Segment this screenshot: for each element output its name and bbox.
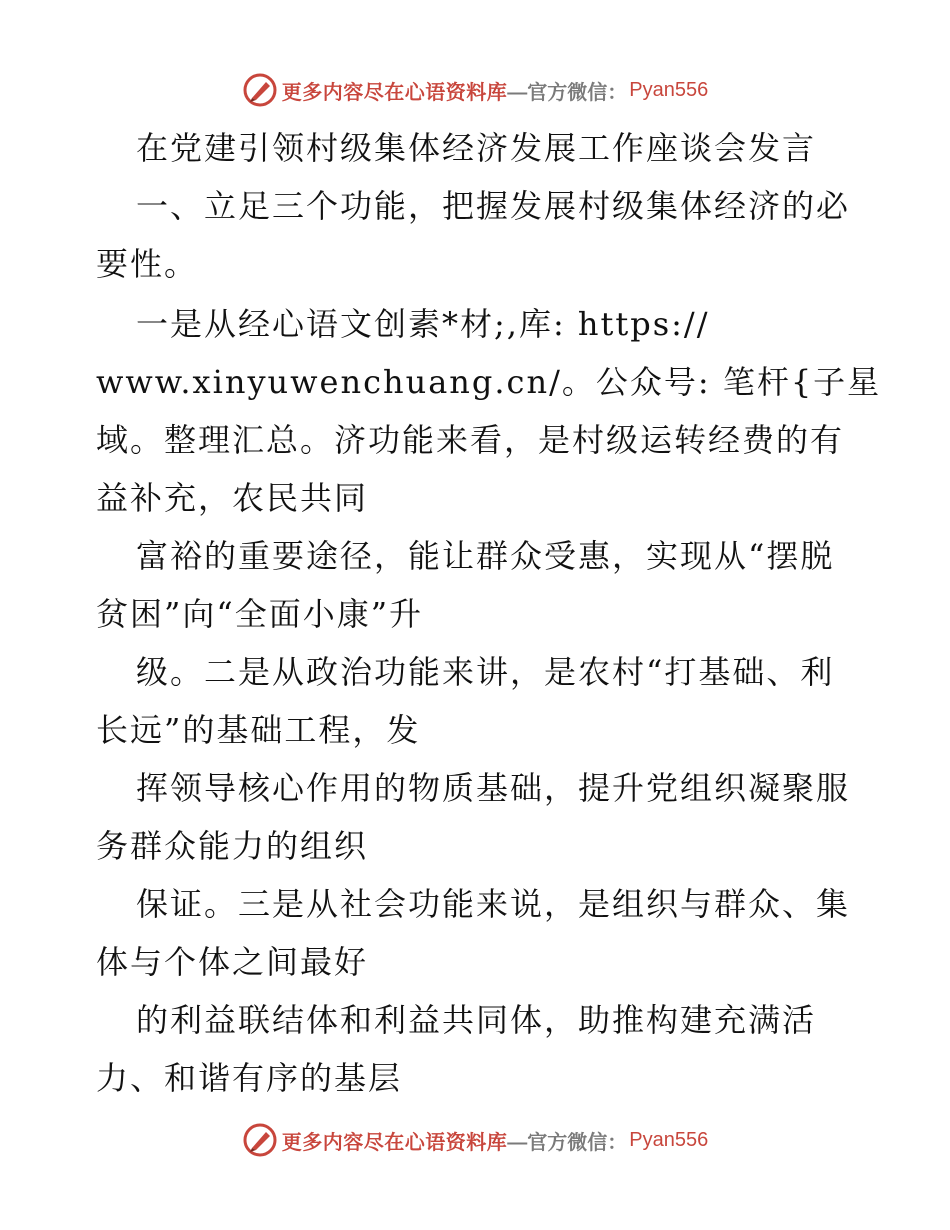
footer-banner-gray-text: —官方微信： [507,1131,628,1154]
text-line: 力、和谐有序的基层 [96,1059,403,1097]
document-title: 在党建引领村级集体经济发展工作座谈会发言 [136,129,817,167]
text-line: 富裕的重要途径，能让群众受惠，实现从“摆脱 [136,537,835,575]
header-banner-wechat-id: Pyan556 [629,78,709,101]
text-line: 体与个体之间最好 [96,943,369,981]
footer-banner-wechat-id: Pyan556 [629,1128,709,1151]
pen-logo-icon [242,1122,278,1158]
header-banner-gray-text: —官方微信： [507,81,628,104]
text-line: 保证。三是从社会功能来说，是组织与群众、集 [136,885,851,923]
footer-watermark-banner [0,1120,950,1160]
text-line: 益补充，农民共同 [96,479,369,517]
text-line: 一是从经心语文创素*材;,库: https:// [136,305,710,343]
text-line: 挥领导核心作用的物质基础，提升党组织凝聚服 [136,769,851,807]
text-line: 一、立足三个功能，把握发展村级集体经济的必 [136,187,851,225]
text-line: 长远”的基础工程，发 [96,711,421,749]
footer-banner-red-text: 更多内容尽在心语资料库 [281,1131,508,1154]
text-line: 的利益联结体和利益共同体，助推构建充满活 [136,1001,817,1039]
text-line: 贫困”向“全面小康”升 [96,595,424,633]
text-line: 级。二是从政治功能来讲，是农村“打基础、利 [136,653,835,691]
text-line: 域。整理汇总。济功能来看，是村级运转经费的有 [96,421,845,459]
header-banner-red-text: 更多内容尽在心语资料库 [281,81,508,104]
header-watermark-banner [0,70,950,110]
pen-logo-icon [242,72,278,108]
text-line: 务群众能力的组织 [96,827,369,865]
text-line: www.xinyuwenchuang.cn/。公众号: 笔杆{子星 [96,363,882,401]
text-line: 要性。 [96,245,199,283]
